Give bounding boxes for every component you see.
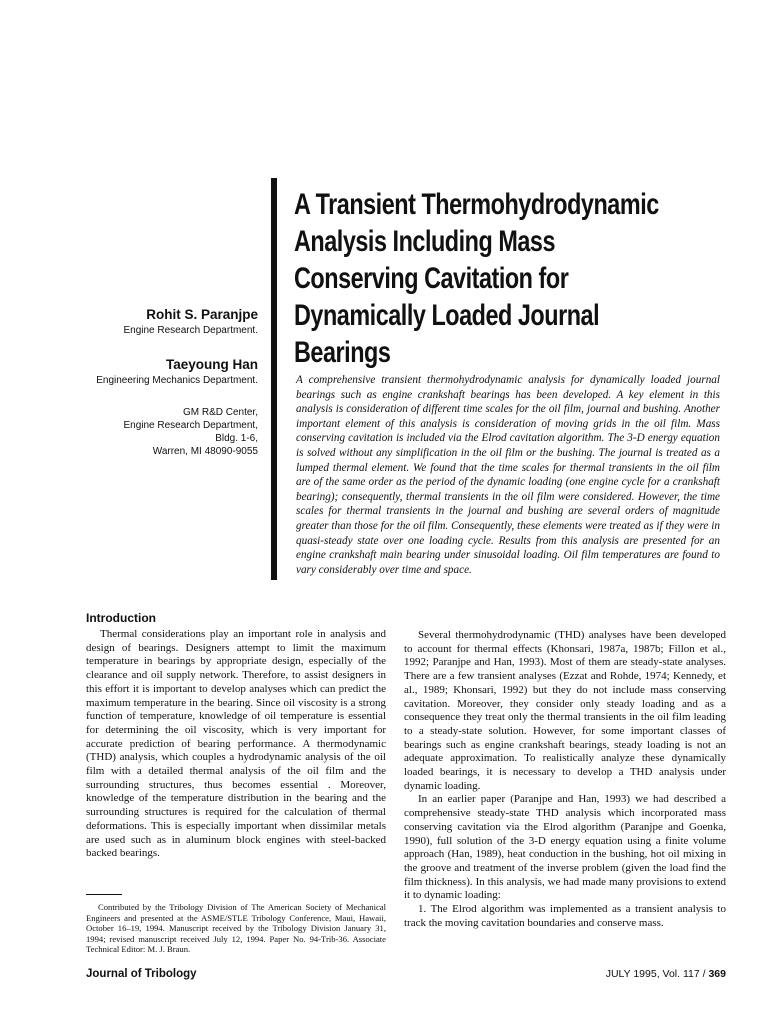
body-paragraph: Several thermohydrodynamic (THD) analyses have been developed to account for thermal effects (Khonsari, 1987a, 1987b; Fillon et al., 1992; Paranjpe and Han, 1993). Most of them are steady-state analyses. There are a few transient analyses (Ezzat and Rohde, 1974; Kennedy, et al., 1989; Khonsari, 1992) but they do not include mass conserving cavitation. Moreover, they consider only steady loading and as a consequence they treat only the thermal transients in the oil film leading to a steady-state solution. However, for some important classes of bearings such as engine crankshaft bearings, steady loading is not an adequate approximation. To realistically analyze these dynamically loaded bearings, it is necessary to develop a THD analysis under dynamic loading. xyxy=(404,629,726,792)
page-info xyxy=(606,968,726,980)
title-line: A Transient Thermohydrodynamic xyxy=(294,188,659,221)
footnote-rule xyxy=(86,894,122,895)
author-name: Rohit S. Paranjpe xyxy=(146,307,258,322)
author-2 xyxy=(96,356,258,387)
title-line: Conserving Cavitation for xyxy=(294,262,569,295)
page-number: 369 xyxy=(708,968,726,980)
author-department: Engineering Mechanics Department. xyxy=(96,375,258,386)
body-paragraph: Thermal considerations play an important role in analysis and design of bearings. Designers attempt to limit the maximum temperature in bearings by appropriate design, especially of the clearance and oil supply network. Therefore, to assist designers in this effort it is important to develop analyses which can predict the maximum temperature in the bearing. Since oil viscosity is a strong function of temperature, knowledge of oil temperature is essential for determining the oil viscosity, which is very important for accurate prediction of bearing performance. A thermodynamic (THD) analysis, which couples a hydrodynamic analysis of the oil film with a detailed thermal analysis of the oil film and the surrounding structures, thus becomes essential . Moreover, knowledge of the temperature distribution in the bearing and the surrounding structures is required for the calculation of thermal deformations. This is especially important when dissimilar metals are used such as in aluminum block engines with steel-backed backed bearings. xyxy=(86,628,386,860)
author-name: Taeyoung Han xyxy=(165,357,258,372)
body-paragraph: In an earlier paper (Paranjpe and Han, 1993) we had described a comprehensive steady-state THD analysis which incorporated mass conserving cavitation via the Elrod algorithm (Paranjpe and Goenka, 1990), full solution of the 3-D energy equation using a finite volume approach (Han, 1989), heat conduction in the bushing, hot oil mixing in the groove and treatment of the inverse problem (given the load find the film thickness). In this analysis, we had made many provisions to extend it to dynamic loading: xyxy=(404,793,726,902)
list-item: 1. The Elrod algorithm was implemented as a transient analysis to track the moving cavitation boundaries and conserve mass. xyxy=(404,903,726,929)
abstract: A comprehensive transient thermohydrodynamic analysis for dynamically loaded journal bearings such as engine crankshaft bearings has been developed. A key element in this analysis is consideration of different time scales for the oil film, journal and bushing. Another important element of this analysis is consideration of moving grids in the oil film. Mass conserving cavitation is included via the Elrod cavitation algorithm. The 3-D energy equation is solved without any simplification in the oil film or the bushing. The journal is treated as a lumped thermal element. We found that the time scales for thermal transients in the oil film are of the same order as the period of the dynamic loading (one engine cycle for a crankshaft bearing); consequently, thermal transients in the oil film were considered. However, the time scales for thermal transients in the journal and bushing are several orders of magnitude greater than those for the oil film. Consequently, these elements were treated as if they were in quasi-steady state over one loading cycle. Results from this analysis are presented for an engine crankshaft main bearing under sinusoidal loading. Oil film temperatures are found to vary considerably over time and space. xyxy=(296,374,720,576)
title-line: Bearings xyxy=(294,336,391,369)
footnote-text: Contributed by the Tribology Division of The American Society of Mechanical Engineers and presented at the ASME/STLE Tribology Conference, Maui, Hawaii, October 16–19, 1994. Manuscript received by the Tribology Division January 31, 1994; revised manuscript received July 12, 1994. Paper No. 94-Trib-36. Associate Technical Editor: M. J. Braun. xyxy=(86,902,386,955)
affiliation-line: Warren, MI 48090-9055 xyxy=(152,446,258,457)
affiliation xyxy=(96,406,258,458)
author-block xyxy=(96,306,258,458)
left-column xyxy=(86,628,386,861)
title-line: Dynamically Loaded Journal xyxy=(294,299,600,332)
issue-info: JULY 1995, Vol. 117 / xyxy=(605,968,706,980)
right-column xyxy=(404,629,726,930)
affiliation-line: GM R&D Center, xyxy=(182,407,258,418)
affiliation-line: Engine Research Department, xyxy=(123,420,258,431)
paper-title xyxy=(294,186,731,371)
title-rule xyxy=(271,178,277,580)
section-heading: Introduction xyxy=(86,611,156,625)
title-line: Analysis Including Mass xyxy=(294,225,556,258)
affiliation-line: Bldg. 1-6, xyxy=(215,433,258,444)
footnote xyxy=(86,902,386,955)
journal-name: Journal of Tribology xyxy=(86,968,197,980)
author-1 xyxy=(96,306,258,337)
author-department: Engine Research Department. xyxy=(123,325,258,336)
